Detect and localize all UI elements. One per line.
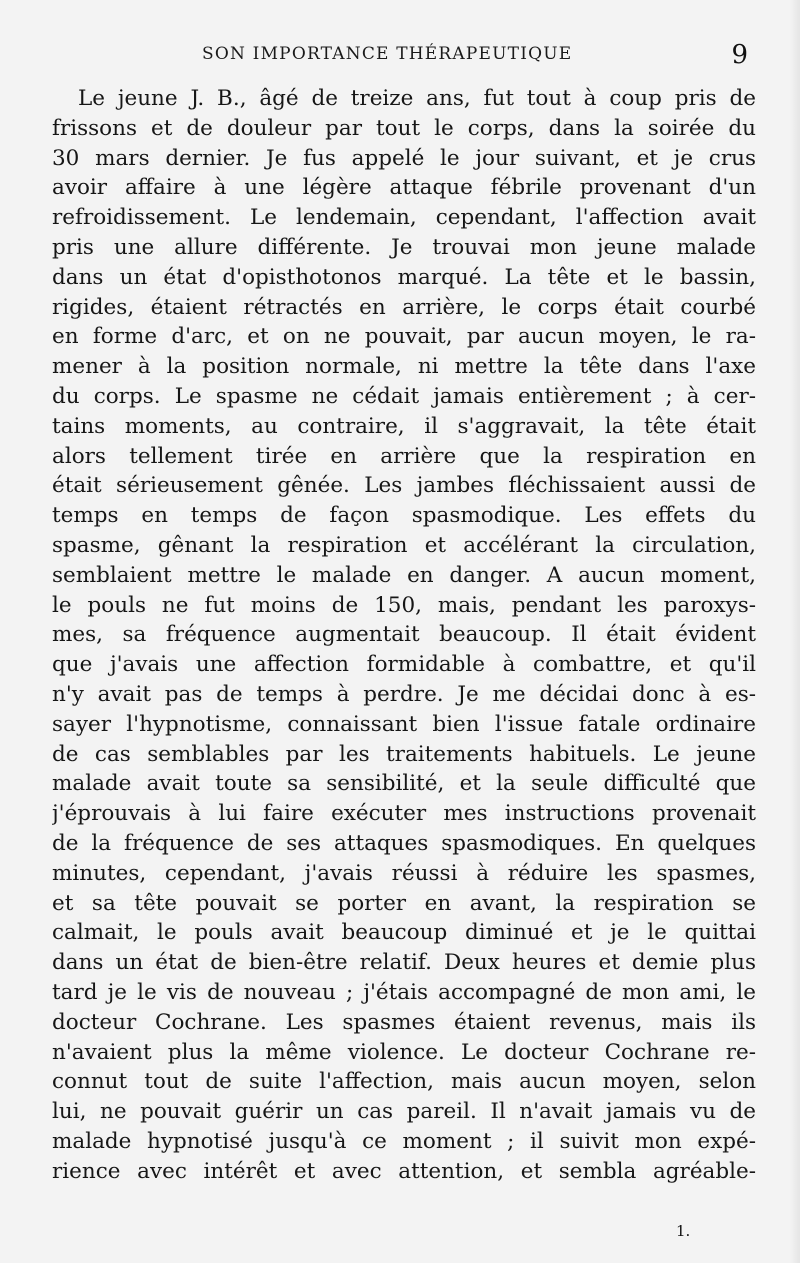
- text-line: le pouls ne fut moins de 150, mais, pendant les paroxys-: [52, 592, 756, 618]
- text-line: connut tout de suite l'affection, mais aucun moyen, selon: [52, 1069, 756, 1095]
- text-line: n'y avait pas de temps à perdre. Je me décidai donc à es-: [52, 681, 756, 707]
- text-line: était sérieusement gênée. Les jambes fléchissaient aussi de: [52, 473, 756, 499]
- text-line: dans un état d'opisthotonos marqué. La tête et le bassin,: [52, 264, 756, 290]
- text-line: j'éprouvais à lui faire exécuter mes instructions provenait: [52, 801, 756, 827]
- text-line: malade avait toute sa sensibilité, et la seule difficulté que: [52, 771, 756, 797]
- text-line: de la fréquence de ses attaques spasmodiques. En quelques: [52, 830, 756, 856]
- body-paragraph: [52, 84, 756, 1186]
- page-header: [52, 40, 748, 70]
- text-line: en forme d'arc, et on ne pouvait, par aucun moyen, le ra-: [52, 324, 756, 350]
- text-line: dans un état de bien-être relatif. Deux heures et demie plus: [52, 950, 756, 976]
- text-line: semblaient mettre le malade en danger. A aucun moment,: [52, 562, 756, 588]
- text-line: sayer l'hypnotisme, connaissant bien l'issue fatale ordinaire: [52, 711, 756, 737]
- text-line: docteur Cochrane. Les spasmes étaient revenus, mais ils: [52, 1009, 756, 1035]
- text-line: alors tellement tirée en arrière que la respiration en: [52, 443, 756, 469]
- text-line: minutes, cependant, j'avais réussi à réduire les spasmes,: [52, 860, 756, 886]
- page-number: 9: [731, 40, 748, 70]
- text-line: mener à la position normale, ni mettre la tête dans l'axe: [52, 354, 756, 380]
- text-line: du corps. Le spasme ne cédait jamais entièrement ; à cer-: [52, 383, 756, 409]
- text-line: temps en temps de façon spasmodique. Les effets du: [52, 503, 756, 529]
- text-line: tains moments, au contraire, il s'aggravait, la tête était: [52, 413, 756, 439]
- page-edge-shadow: [790, 0, 800, 1263]
- text-line: pris une allure différente. Je trouvai mon jeune malade: [52, 234, 756, 260]
- text-line: Le jeune J. B., âgé de treize ans, fut tout à coup pris de: [78, 86, 756, 111]
- text-line: rience avec intérêt et avec attention, et sembla agréable-: [52, 1158, 756, 1184]
- signature-mark: 1.: [676, 1222, 691, 1240]
- text-line: 30 mars dernier. Je fus appelé le jour suivant, et je crus: [52, 145, 756, 171]
- text-line: malade hypnotisé jusqu'à ce moment ; il suivit mon expé-: [52, 1128, 756, 1154]
- text-line: tard je le vis de nouveau ; j'étais accompagné de mon ami, le: [52, 979, 756, 1005]
- text-line: calmait, le pouls avait beaucoup diminué et je le quittai: [52, 920, 756, 946]
- text-line: spasme, gênant la respiration et accélérant la circulation,: [52, 532, 756, 558]
- text-line: et sa tête pouvait se porter en avant, la respiration se: [52, 890, 756, 916]
- text-line: lui, ne pouvait guérir un cas pareil. Il n'avait jamais vu de: [52, 1099, 756, 1125]
- text-line: frissons et de douleur par tout le corps, dans la soirée du: [52, 115, 756, 141]
- text-line: refroidissement. Le lendemain, cependant, l'affection avait: [52, 205, 756, 231]
- text-line: de cas semblables par les traitements habituels. Le jeune: [52, 741, 756, 767]
- text-line: n'avaient plus la même violence. Le docteur Cochrane re-: [52, 1039, 756, 1065]
- running-title: SON IMPORTANCE THÉRAPEUTIQUE: [202, 44, 573, 64]
- text-line: rigides, étaient rétractés en arrière, le corps était courbé: [52, 294, 756, 320]
- text-line: mes, sa fréquence augmentait beaucoup. Il était évident: [52, 622, 756, 648]
- text-line: que j'avais une affection formidable à combattre, et qu'il: [52, 652, 756, 678]
- text-line: avoir affaire à une légère attaque fébrile provenant d'un: [52, 175, 756, 201]
